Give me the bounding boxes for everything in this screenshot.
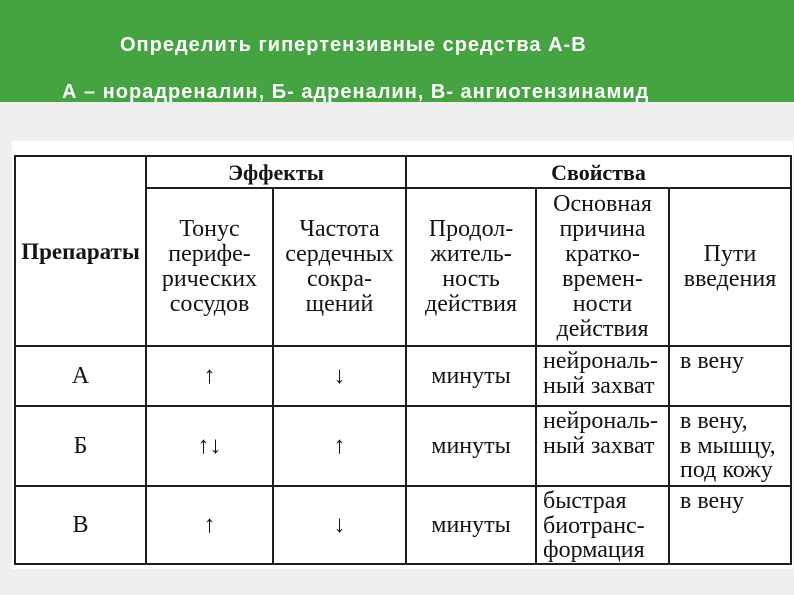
cell-routes — [669, 486, 791, 564]
cell-duration: минуты — [406, 346, 536, 406]
header-line: Продол- — [428, 216, 514, 242]
slide-title: Определить гипертензивные средства А-В — [120, 34, 587, 56]
header-line: сосудов — [169, 291, 250, 317]
header-line: Пути — [703, 241, 757, 267]
group-header-effects: Эффекты — [146, 156, 406, 188]
header-line: сердечных — [285, 241, 394, 267]
cell-line: формация — [543, 537, 645, 563]
col-header-heart-rate — [273, 188, 406, 346]
group-header-properties: Свойства — [406, 156, 791, 188]
cell-short-action-cause — [536, 486, 669, 564]
cell-line: в вену — [680, 488, 745, 514]
table-row — [15, 346, 791, 406]
table-row — [15, 486, 791, 564]
header-line: сокра- — [307, 266, 372, 292]
header-line: Основная — [553, 191, 652, 217]
cell-short-action-cause — [536, 406, 669, 486]
cell-line: в вену — [680, 348, 745, 374]
cell-vessel-tone: ↑ — [146, 346, 273, 406]
cell-duration: минуты — [406, 486, 536, 564]
header-line: рических — [161, 266, 258, 292]
cell-line: нейрональ- — [543, 408, 658, 434]
cell-drug: Б — [15, 406, 146, 486]
header-line: Частота — [299, 216, 380, 242]
col-header-vessel-tone — [146, 188, 273, 346]
cell-line: биотранс- — [543, 512, 645, 539]
cell-line: ный захват — [543, 372, 655, 399]
cell-line: быстрая — [543, 488, 627, 514]
cell-line: нейрональ- — [543, 348, 658, 374]
col-header-routes — [669, 188, 791, 346]
cell-line: в мышцу, — [680, 432, 776, 459]
header-line: ность — [442, 266, 500, 292]
cell-short-action-cause — [536, 346, 669, 406]
header-line: кратко- — [565, 241, 640, 267]
cell-line: под кожу — [680, 457, 773, 483]
header-line: введения — [683, 266, 777, 292]
header-line: щений — [305, 291, 374, 317]
header-line: Тонус — [179, 216, 240, 242]
header-line: действия — [556, 316, 649, 342]
table-group-header-row — [15, 156, 791, 188]
col-header-drugs: Препараты — [15, 156, 146, 346]
header-line: времен- — [562, 266, 643, 292]
col-header-duration — [406, 188, 536, 346]
header-line: перифе- — [168, 241, 251, 267]
slide-header — [0, 0, 794, 102]
cell-heart-rate: ↓ — [273, 346, 406, 406]
header-line: ности — [572, 291, 633, 317]
cell-drug: В — [15, 486, 146, 564]
table-row — [15, 406, 791, 486]
cell-routes — [669, 346, 791, 406]
col-header-short-action-cause — [536, 188, 669, 346]
cell-line: в вену, — [680, 408, 748, 434]
cell-heart-rate: ↑ — [273, 406, 406, 486]
slide-subtitle: А – норадреналин, Б- адреналин, В- ангиотензинамид — [62, 81, 650, 103]
cell-vessel-tone: ↑ — [146, 486, 273, 564]
drug-properties-table — [14, 155, 792, 565]
cell-drug: А — [15, 346, 146, 406]
cell-routes — [669, 406, 791, 486]
cell-vessel-tone: ↑↓ — [146, 406, 273, 486]
cell-heart-rate: ↓ — [273, 486, 406, 564]
header-line: житель- — [430, 241, 512, 267]
cell-line: ный захват — [543, 432, 655, 459]
header-line: причина — [559, 216, 646, 242]
header-line: действия — [424, 291, 518, 317]
cell-duration: минуты — [406, 406, 536, 486]
